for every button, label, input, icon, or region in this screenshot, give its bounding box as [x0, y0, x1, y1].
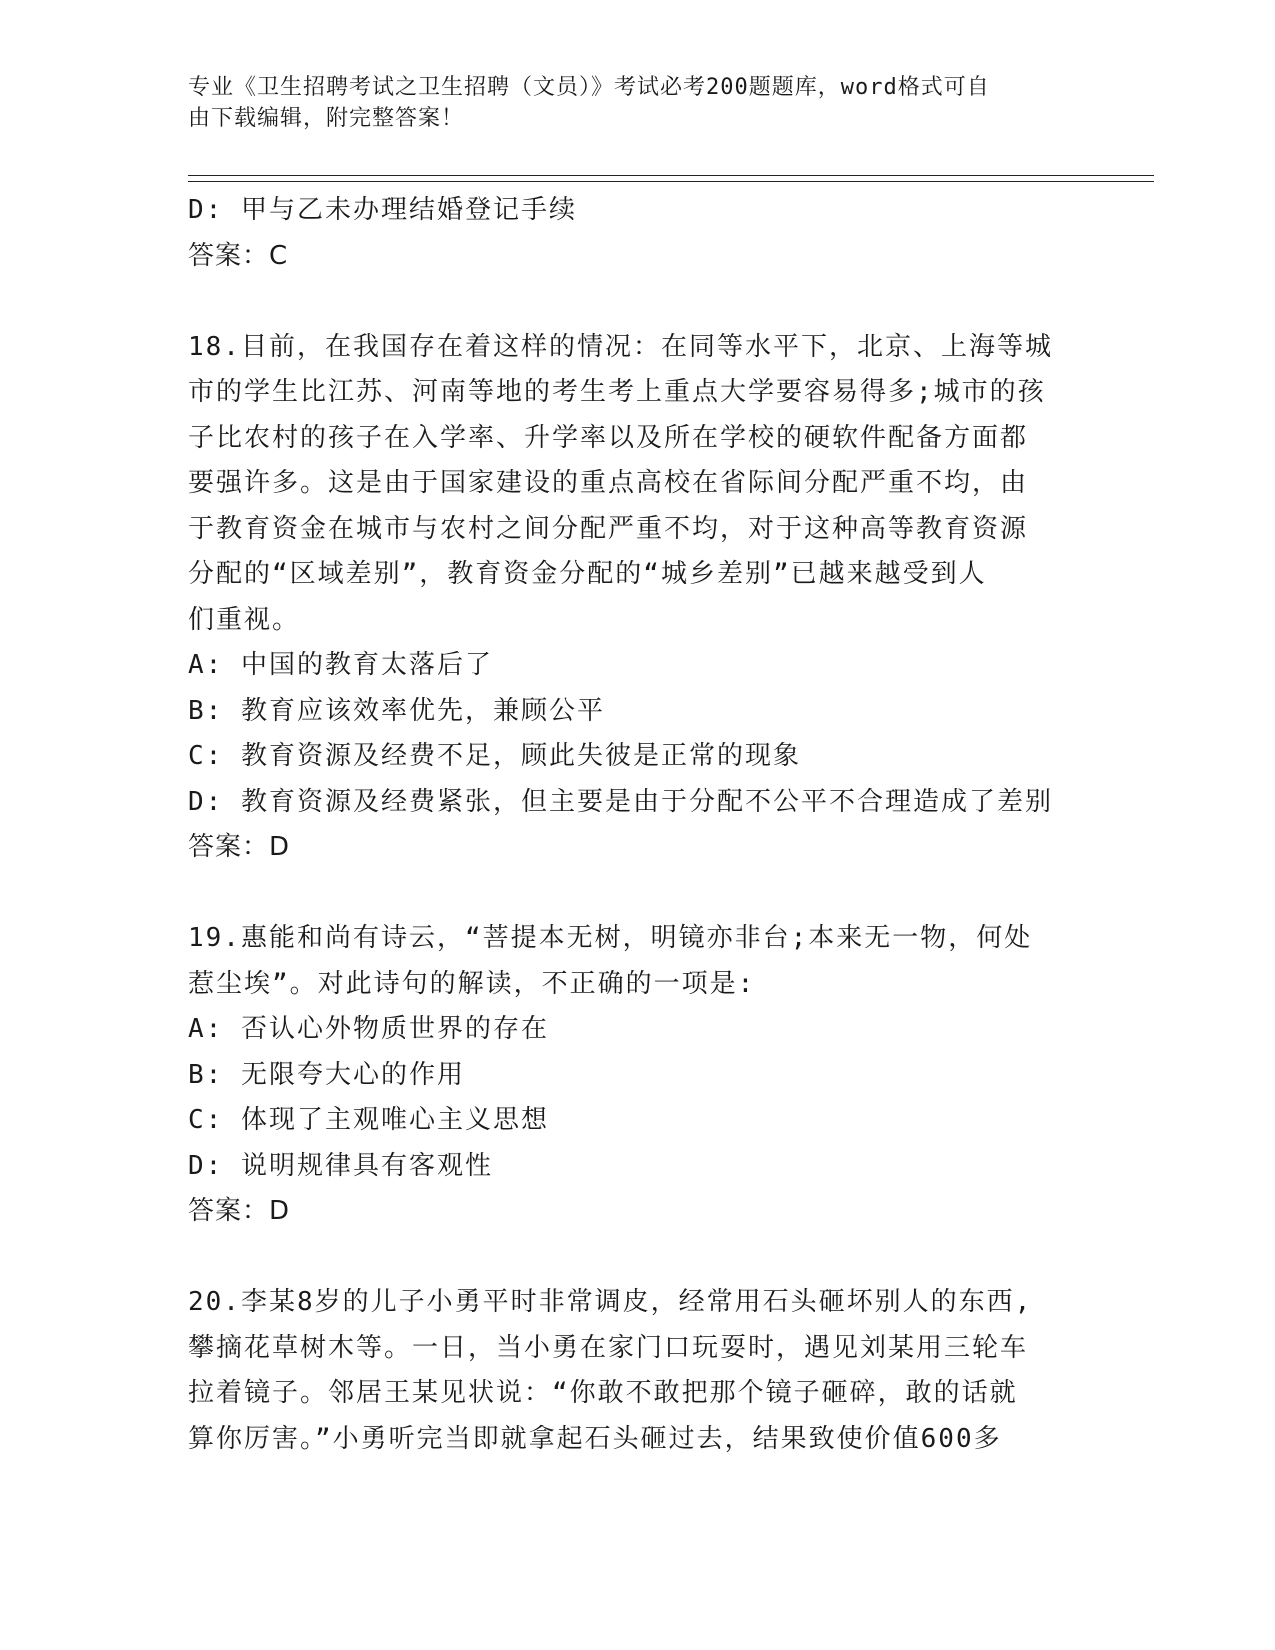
q19-option-c: C: 体现了主观唯心主义思想	[188, 1105, 549, 1135]
q19-option-d: D: 说明规律具有客观性	[188, 1150, 493, 1181]
q18-option-c: C: 教育资源及经费不足，顾此失彼是正常的现象	[188, 741, 801, 771]
q20-stem-line: 20.李某8岁的儿子小勇平时非常调皮，经常用石头砸坏别人的东西,	[188, 1287, 1033, 1317]
q18-answer: 答案：D	[188, 832, 291, 862]
q18-option-a: A: 中国的教育太落后了	[188, 650, 493, 680]
q19-stem-line: 19.惠能和尚有诗云，“菩提本无树，明镜亦非台;本来无一物，何处	[188, 923, 1033, 953]
q20-stem-line: 算你厉害。”小勇听完当即就拿起石头砸过去，结果致使价值600多	[188, 1423, 1002, 1454]
header-line-1: 专业《卫生招聘考试之卫生招聘（文员）》考试必考200题题库，word格式可自	[188, 75, 990, 100]
header-line-2: 由下载编辑，附完整答案！	[188, 106, 465, 131]
spacer	[188, 1235, 1088, 1281]
q19-option-a: A: 否认心外物质世界的存在	[188, 1014, 549, 1044]
q20-stem-line: 拉着镜子。邻居王某见状说：“你敢不敢把那个镜子砸碎，敢的话就	[188, 1378, 1018, 1408]
document-header	[188, 72, 1068, 134]
prev-option-d: D: 甲与乙未办理结婚登记手续	[188, 195, 577, 225]
header-divider-bottom	[188, 181, 1154, 182]
question-20	[188, 1280, 1088, 1462]
question-18	[188, 325, 1088, 871]
q18-stem-line: 子比农村的孩子在入学率、升学率以及所在学校的硬软件配备方面都	[188, 422, 1029, 453]
q19-stem-line: 惹尘埃”。对此诗句的解读，不正确的一项是:	[188, 968, 756, 999]
q20-stem-line: 攀摘花草树木等。一日，当小勇在家门口玩耍时，遇见刘某用三轮车	[188, 1332, 1029, 1363]
q18-stem-line: 要强许多。这是由于国家建设的重点高校在省际间分配严重不均，由	[188, 468, 1029, 498]
document-body	[188, 188, 1088, 1462]
q18-stem-line: 分配的“区域差别”，教育资金分配的“城乡差别”已越来越受到人	[188, 559, 987, 589]
question-19	[188, 916, 1088, 1235]
prev-answer: 答案：C	[188, 240, 289, 271]
spacer	[188, 279, 1088, 325]
header-divider-top	[188, 175, 1154, 176]
q18-option-d: D: 教育资源及经费紧张，但主要是由于分配不公平不合理造成了差别	[188, 786, 1053, 817]
spacer	[188, 871, 1088, 917]
q18-stem-line: 市的学生比江苏、河南等地的考生考上重点大学要容易得多;城市的孩	[188, 377, 1046, 407]
q18-stem-line: 于教育资金在城市与农村之间分配严重不均，对于这种高等教育资源	[188, 513, 1029, 544]
q18-stem-line: 18.目前，在我国存在着这样的情况：在同等水平下，北京、上海等城	[188, 331, 1053, 362]
q19-option-b: B: 无限夸大心的作用	[188, 1059, 465, 1090]
q18-option-b: B: 教育应该效率优先，兼顾公平	[188, 695, 605, 726]
q18-stem-line: 们重视。	[188, 604, 301, 635]
q19-answer: 答案：D	[188, 1196, 291, 1226]
